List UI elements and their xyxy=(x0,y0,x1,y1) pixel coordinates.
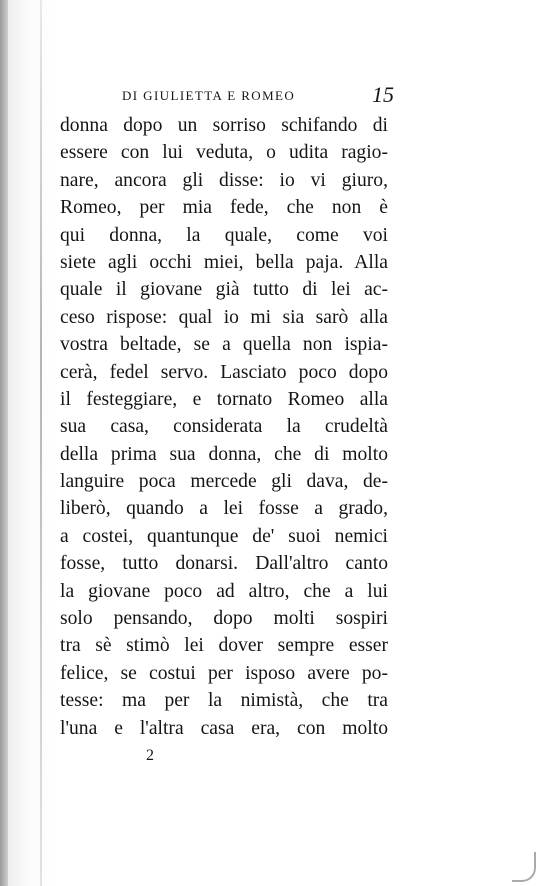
text-line: Romeo, per mia fede, che non è xyxy=(60,197,388,219)
text-line: vostra beltade, se a quella non ispia- xyxy=(60,334,388,356)
text-line: a costei, quantunque de' suoi nemici xyxy=(60,525,388,547)
text-line: tra sè stimò lei dover sempre esser xyxy=(60,635,388,657)
text-line: della prima sua donna, che di molto xyxy=(60,443,388,465)
text-line: l'una e l'altra casa era, con molto xyxy=(60,717,388,739)
signature-mark: 2 xyxy=(146,747,154,764)
text-line: siete agli occhi miei, bella paja. Alla xyxy=(60,251,388,273)
body-text xyxy=(60,112,388,742)
text-line: liberò, quando a lei fosse a grado, xyxy=(60,498,388,520)
text-line: la giovane poco ad altro, che a lui xyxy=(60,580,388,602)
text-line: ceso rispose: qual io mi sia sarò alla xyxy=(60,306,388,328)
text-line: fosse, tutto donarsi. Dall'altro canto xyxy=(60,553,388,575)
margin-mark xyxy=(512,852,536,882)
text-line: il festeggiare, e tornato Romeo alla xyxy=(60,388,388,410)
text-line: languire poca mercede gli dava, de- xyxy=(60,471,388,493)
text-line: donna dopo un sorriso schifando di xyxy=(60,115,388,136)
text-line: solo pensando, dopo molti sospiri xyxy=(60,608,388,630)
text-line: sua casa, considerata la crudeltà xyxy=(60,416,388,438)
text-line: tesse: ma per la nimistà, che tra xyxy=(60,690,388,712)
text-line: cerà, fedel servo. Lasciato poco dopo xyxy=(60,361,388,383)
running-head xyxy=(122,84,394,110)
page-number: 15 xyxy=(372,82,394,107)
text-line: nare, ancora gli disse: io vi giuro, xyxy=(60,169,388,191)
text-line: qui donna, la quale, come voi xyxy=(60,224,388,246)
page-gutter-shadow xyxy=(40,0,42,886)
text-line: essere con lui veduta, o udita ragio- xyxy=(60,142,388,164)
page-binding-edge xyxy=(0,0,8,886)
running-title: DI GIULIETTA E ROMEO xyxy=(122,88,296,103)
text-line: quale il giovane già tutto di lei ac- xyxy=(60,279,388,301)
text-line: felice, se costui per isposo avere po- xyxy=(60,662,388,684)
